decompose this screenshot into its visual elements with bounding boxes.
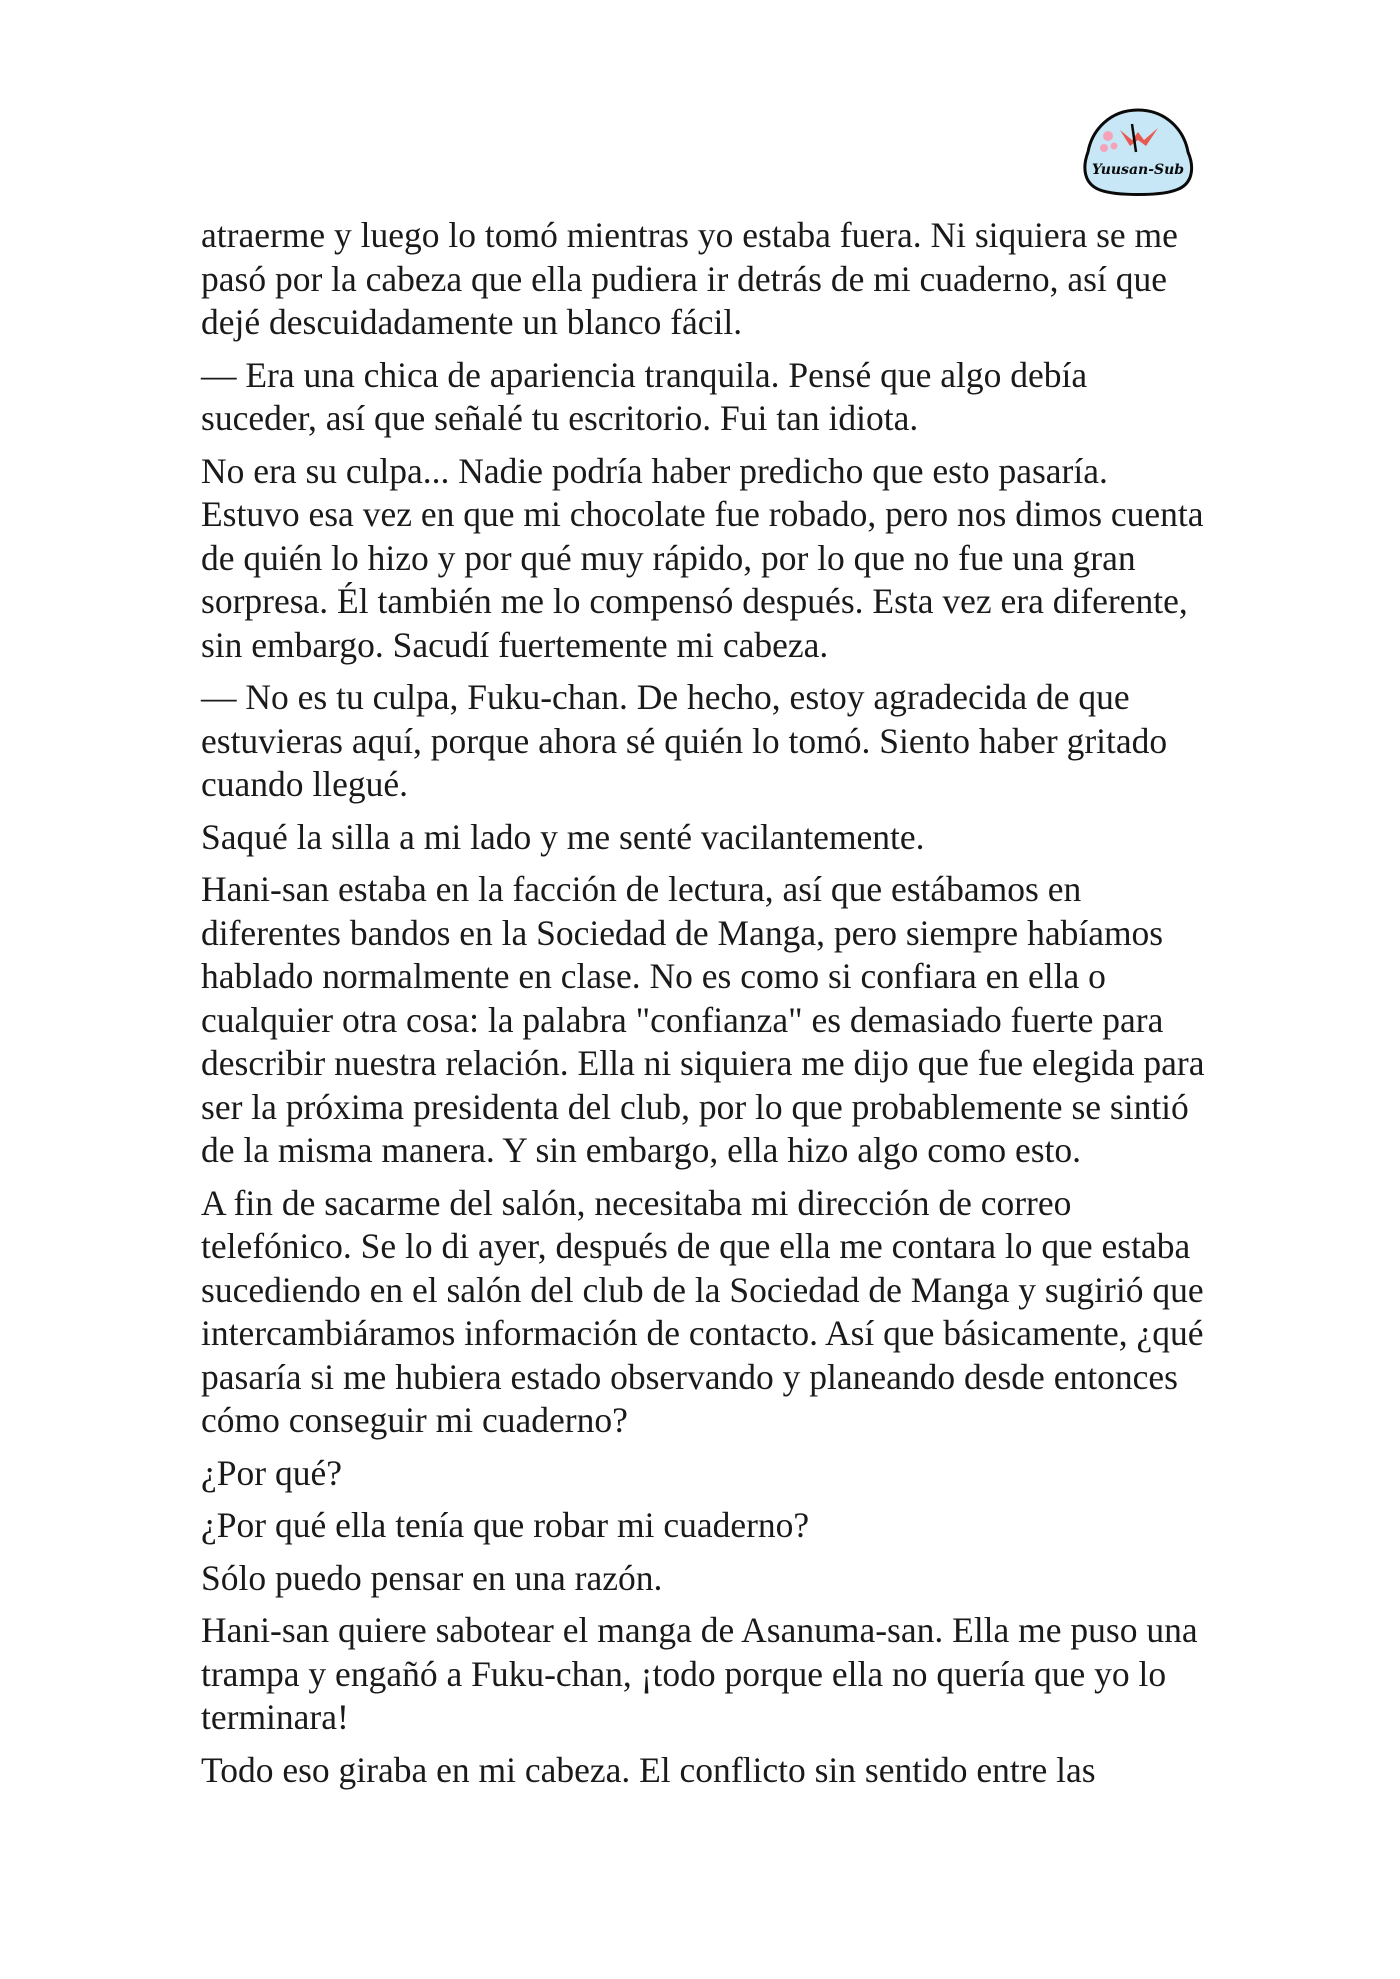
text-body	[201, 214, 1207, 1801]
yuusan-sub-logo-icon	[1080, 106, 1196, 198]
paragraph: A fin de sacarme del salón, necesitaba mi dirección de correo telefónico. Se lo di ayer, después de que ella me contara lo que estaba sucediendo en el salón del club de la Sociedad de Manga y sugirió que intercambiáramos información de contacto. Así que básicamente, ¿qué pasaría si me hubiera estado observando y planeando desde entonces cómo conseguir mi cuaderno?	[201, 1182, 1204, 1440]
paragraph: — Era una chica de apariencia tranquila. Pensé que algo debía suceder, así que señalé tu escritorio. Fui tan idiota.	[201, 354, 1088, 438]
paragraph: ¿Por qué ella tenía que robar mi cuaderno?	[201, 1505, 810, 1545]
paragraph: ¿Por qué?	[201, 1452, 342, 1493]
paragraph: — No es tu culpa, Fuku-chan. De hecho, estoy agradecida de que estuvieras aquí, porque ahora sé quién lo tomó. Siento haber gritado cuando llegué.	[201, 677, 1168, 804]
watermark-logo	[1080, 106, 1196, 198]
paragraph: Sólo puedo pensar en una razón.	[201, 1557, 663, 1598]
paragraph: Hani-san quiere sabotear el manga de Asanuma-san. Ella me puso una trampa y engañó a Fuku-chan, ¡todo porque ella no quería que yo lo terminara!	[201, 1610, 1198, 1737]
paragraph: No era su culpa... Nadie podría haber predicho que esto pasaría. Estuvo esa vez en que mi chocolate fue robado, pero nos dimos cuenta de quién lo hizo y por qué muy rápido, por lo que no fue una gran sorpresa. Él también me lo compensó después. Esta vez era diferente, sin embargo. Sacudí fuertemente mi cabeza.	[201, 450, 1204, 665]
paragraph: atraerme y luego lo tomó mientras yo estaba fuera. Ni siquiera se me pasó por la cabeza que ella pudiera ir detrás de mi cuaderno, así que dejé descuidadamente un blanco fácil.	[201, 215, 1178, 342]
paragraph: Hani-san estaba en la facción de lectura, así que estábamos en diferentes bandos en la Sociedad de Manga, pero siempre habíamos hablado normalmente en clase. No es como si confiara en ella o cualquier otra cosa: la palabra "confianza" es demasiado fuerte para describir nuestra relación. Ella ni siquiera me dijo que fue elegida para ser la próxima presidenta del club, por lo que probablemente se sintió de la misma manera. Y sin embargo, ella hizo algo como esto.	[201, 869, 1205, 1170]
logo-text: Yuusan-Sub	[1091, 162, 1185, 178]
paragraph: Saqué la silla a mi lado y me senté vacilantemente.	[201, 816, 925, 857]
paragraph: Todo eso giraba en mi cabeza. El conflicto sin sentido entre las	[201, 1749, 1096, 1790]
